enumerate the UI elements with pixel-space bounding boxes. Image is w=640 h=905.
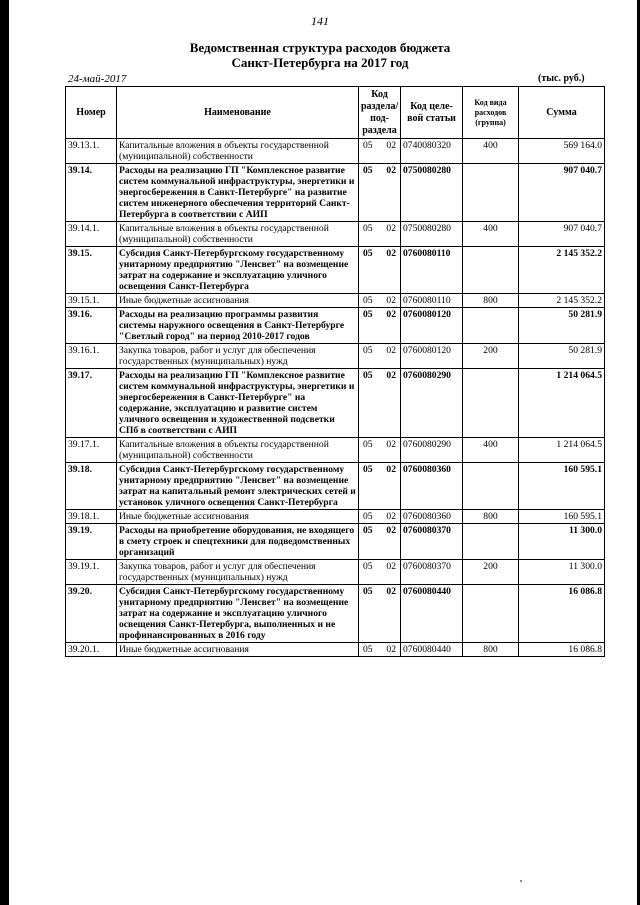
row-section: 05 xyxy=(363,644,373,655)
scan-speck xyxy=(520,880,522,882)
table-row xyxy=(66,524,605,560)
row-section-code xyxy=(359,294,401,308)
table-row xyxy=(66,139,605,164)
budget-table xyxy=(65,86,605,657)
header-expense-type: Код вида расходов (группа) xyxy=(463,87,519,139)
row-subsection: 02 xyxy=(386,295,396,306)
row-subsection: 02 xyxy=(386,165,396,176)
row-target-code: 0760080290 xyxy=(401,369,463,438)
row-section-code xyxy=(359,247,401,294)
document-date: 24-май-2017 xyxy=(68,73,127,85)
row-target-code: 0760080290 xyxy=(401,438,463,463)
row-subsection: 02 xyxy=(386,561,396,572)
row-number: 39.15.1. xyxy=(66,294,117,308)
header-section-code: Код раздела/ под- раздела xyxy=(359,87,401,139)
row-expense-type xyxy=(463,247,519,294)
table-row xyxy=(66,560,605,585)
row-section: 05 xyxy=(363,586,373,597)
row-section: 05 xyxy=(363,464,373,475)
row-name: Закупка товаров, работ и услуг для обеспечения государственных (муниципальных) нужд xyxy=(117,560,359,585)
row-target-code: 0760080110 xyxy=(401,247,463,294)
row-subsection: 02 xyxy=(386,586,396,597)
table-row xyxy=(66,247,605,294)
row-sum: 1 214 064.5 xyxy=(519,369,605,438)
row-expense-type: 800 xyxy=(463,510,519,524)
row-target-code: 0760080120 xyxy=(401,344,463,369)
row-section: 05 xyxy=(363,248,373,259)
row-expense-type xyxy=(463,463,519,510)
row-section: 05 xyxy=(363,223,373,234)
table-row xyxy=(66,222,605,247)
row-sum: 907 040.7 xyxy=(519,222,605,247)
row-expense-type xyxy=(463,585,519,643)
row-name: Расходы на реализацию ГП "Комплексное развитие систем коммунальной инфраструктуры, энергетики и энергосбережения в Санкт-Петербурге" на содержание, эксплуатацию и развитие систем уличного освещения и художественной подсветки СПб в соответствии с АИП xyxy=(117,369,359,438)
row-section-code xyxy=(359,369,401,438)
row-name: Субсидия Санкт-Петербургскому государственному унитарному предприятию "Ленсвет" на возмещение затрат на капитальный ремонт электрических сетей и установок уличного освещения Санкт-Петербурга xyxy=(117,463,359,510)
row-name: Расходы на реализацию ГП "Комплексное развитие систем коммунальной инфраструктуры, энергетики и энергосбережения в Санкт-Петербурге" на развитие систем инженерного обеспечения территорий Санкт-Петербурга в соответствии с АИП xyxy=(117,164,359,222)
row-section: 05 xyxy=(363,309,373,320)
row-section-code xyxy=(359,585,401,643)
row-section: 05 xyxy=(363,370,373,381)
row-subsection: 02 xyxy=(386,644,396,655)
row-number: 39.17. xyxy=(66,369,117,438)
row-target-code: 0750080280 xyxy=(401,164,463,222)
row-subsection: 02 xyxy=(386,525,396,536)
row-number: 39.16. xyxy=(66,308,117,344)
row-section: 05 xyxy=(363,511,373,522)
row-name: Субсидия Санкт-Петербургскому государственному унитарному предприятию "Ленсвет" на возмещение затрат на содержание и эксплуатацию уличного освещения Санкт-Петербурга xyxy=(117,247,359,294)
row-sum: 11 300.0 xyxy=(519,524,605,560)
row-number: 39.14.1. xyxy=(66,222,117,247)
row-name: Иные бюджетные ассигнования xyxy=(117,294,359,308)
row-sum: 2 145 352.2 xyxy=(519,294,605,308)
row-section-code xyxy=(359,308,401,344)
scan-left-edge xyxy=(0,0,9,905)
row-section-code xyxy=(359,438,401,463)
row-expense-type: 400 xyxy=(463,438,519,463)
table-row xyxy=(66,369,605,438)
row-section: 05 xyxy=(363,295,373,306)
row-sum: 11 300.0 xyxy=(519,560,605,585)
row-expense-type: 400 xyxy=(463,222,519,247)
row-expense-type: 800 xyxy=(463,643,519,657)
row-expense-type: 400 xyxy=(463,139,519,164)
table-row xyxy=(66,438,605,463)
row-sum: 2 145 352.2 xyxy=(519,247,605,294)
row-name: Расходы на реализацию программы развития системы наружного освещения в Санкт-Петербурге "Светлый город" на период 2010-2017 годов xyxy=(117,308,359,344)
table-row xyxy=(66,164,605,222)
row-subsection: 02 xyxy=(386,464,396,475)
header-number: Номер xyxy=(66,87,117,139)
row-number: 39.18.1. xyxy=(66,510,117,524)
row-number: 39.16.1. xyxy=(66,344,117,369)
row-target-code: 0760080360 xyxy=(401,510,463,524)
row-section: 05 xyxy=(363,561,373,572)
row-section-code xyxy=(359,463,401,510)
row-sum: 16 086.8 xyxy=(519,585,605,643)
row-expense-type: 200 xyxy=(463,344,519,369)
row-subsection: 02 xyxy=(386,140,396,151)
row-name: Закупка товаров, работ и услуг для обеспечения государственных (муниципальных) нужд xyxy=(117,344,359,369)
row-target-code: 0760080360 xyxy=(401,463,463,510)
row-target-code: 0760080440 xyxy=(401,643,463,657)
row-number: 39.18. xyxy=(66,463,117,510)
header-name: Наименование xyxy=(117,87,359,139)
row-sum: 907 040.7 xyxy=(519,164,605,222)
row-subsection: 02 xyxy=(386,345,396,356)
row-sum: 160 595.1 xyxy=(519,510,605,524)
table-header-row xyxy=(66,87,605,139)
row-number: 39.14. xyxy=(66,164,117,222)
row-number: 39.17.1. xyxy=(66,438,117,463)
row-section-code xyxy=(359,222,401,247)
row-target-code: 0760080110 xyxy=(401,294,463,308)
row-number: 39.13.1. xyxy=(66,139,117,164)
row-expense-type xyxy=(463,524,519,560)
row-section: 05 xyxy=(363,439,373,450)
row-target-code: 0760080440 xyxy=(401,585,463,643)
table-row xyxy=(66,463,605,510)
row-sum: 16 086.8 xyxy=(519,643,605,657)
row-section: 05 xyxy=(363,140,373,151)
row-section-code xyxy=(359,139,401,164)
row-name: Иные бюджетные ассигнования xyxy=(117,510,359,524)
row-section: 05 xyxy=(363,165,373,176)
row-number: 39.20.1. xyxy=(66,643,117,657)
row-section-code xyxy=(359,643,401,657)
row-subsection: 02 xyxy=(386,248,396,259)
row-number: 39.20. xyxy=(66,585,117,643)
table-row xyxy=(66,585,605,643)
table-row xyxy=(66,643,605,657)
row-section: 05 xyxy=(363,525,373,536)
page-number: 141 xyxy=(311,14,329,28)
row-name: Капитальные вложения в объекты государственной (муниципальной) собственности xyxy=(117,139,359,164)
row-sum: 50 281.9 xyxy=(519,308,605,344)
row-name: Субсидия Санкт-Петербургскому государственному унитарному предприятию "Ленсвет" на возмещение затрат на содержание и эксплуатацию уличного освещения Санкт-Петербурга, выполненных и не профинансированных в 2016 году xyxy=(117,585,359,643)
table-body xyxy=(66,139,605,657)
row-section-code xyxy=(359,164,401,222)
document-title: Ведомственная структура расходов бюджета xyxy=(189,40,451,55)
row-expense-type xyxy=(463,308,519,344)
header-sum: Сумма xyxy=(519,87,605,139)
row-number: 39.19.1. xyxy=(66,560,117,585)
row-target-code: 0760080370 xyxy=(401,560,463,585)
header-target-code: Код целе- вой статьи xyxy=(401,87,463,139)
row-name: Иные бюджетные ассигнования xyxy=(117,643,359,657)
row-section-code xyxy=(359,344,401,369)
row-expense-type: 800 xyxy=(463,294,519,308)
table-row xyxy=(66,510,605,524)
table-row xyxy=(66,344,605,369)
row-subsection: 02 xyxy=(386,439,396,450)
row-subsection: 02 xyxy=(386,370,396,381)
row-section: 05 xyxy=(363,345,373,356)
row-number: 39.15. xyxy=(66,247,117,294)
row-expense-type xyxy=(463,369,519,438)
row-section-code xyxy=(359,510,401,524)
row-sum: 160 595.1 xyxy=(519,463,605,510)
row-target-code: 0760080120 xyxy=(401,308,463,344)
row-name: Капитальные вложения в объекты государственной (муниципальной) собственности xyxy=(117,222,359,247)
row-subsection: 02 xyxy=(386,511,396,522)
row-subsection: 02 xyxy=(386,309,396,320)
row-target-code: 0740080320 xyxy=(401,139,463,164)
row-section-code xyxy=(359,560,401,585)
row-number: 39.19. xyxy=(66,524,117,560)
row-target-code: 0750080280 xyxy=(401,222,463,247)
document-subtitle: Санкт-Петербурга на 2017 год xyxy=(231,55,409,70)
row-subsection: 02 xyxy=(386,223,396,234)
row-section-code xyxy=(359,524,401,560)
row-target-code: 0760080370 xyxy=(401,524,463,560)
row-expense-type: 200 xyxy=(463,560,519,585)
row-sum: 1 214 064.5 xyxy=(519,438,605,463)
row-name: Расходы на приобретение оборудования, не входящего в смету строек и спецтехники для подведомственных организаций xyxy=(117,524,359,560)
units-label: (тыс. руб.) xyxy=(538,73,585,84)
row-sum: 50 281.9 xyxy=(519,344,605,369)
table-row xyxy=(66,308,605,344)
row-sum: 569 164.0 xyxy=(519,139,605,164)
row-name: Капитальные вложения в объекты государственной (муниципальной) собственности xyxy=(117,438,359,463)
row-expense-type xyxy=(463,164,519,222)
table-row xyxy=(66,294,605,308)
